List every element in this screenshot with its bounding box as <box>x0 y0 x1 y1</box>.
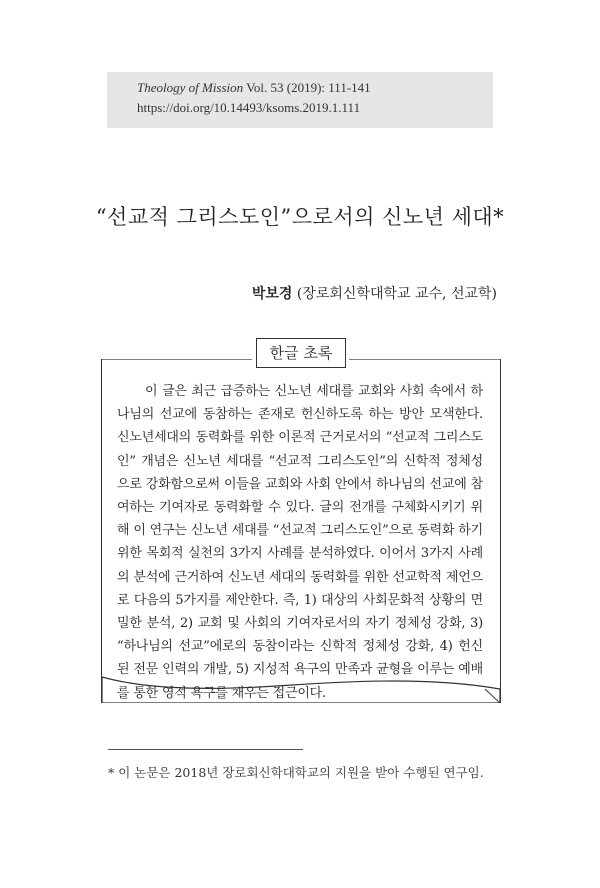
author-name: 박보경 <box>251 286 293 302</box>
journal-name: Theology of Mission <box>137 80 244 95</box>
abstract-body: 이 글은 최근 급증하는 신노년 세대를 교회와 사회 속에서 하나님의 선교에 동참하는 존재로 헌신하도록 하는 방안 모색한다. 신노년세대의 동력화를 위한 이론적 근거로서의 “선교적 그리스도인” 개념은 신노년 세대를 “선교적 그리스도인”의 신학적 정체성으로 강화함으로써 이들을 교회와 사회 안에서 하나님의 선교에 참여하는 기여자로 동력화할 수 있다. 글의 전개를 구체화시키기 위해 이 연구는 신노년 세대를 “선교적 그리스도인”으로 동력화 하기 위한 목회적 실천의 3가지 사례를 분석하였다. 이어서 3가지 사례의 분석에 근거하여 신노년 세대의 동력화를 위한 선교학적 제언으로 다음의 5가지를 제안한다. 즉, 1) 대상의 사회문화적 상황의 면밀한 분석, 2) 교회 및 사회의 기여자로서의 자기 정체성 강화, 3) “하나님의 선교”에로의 동참이라는 신학적 정체성 강화, 4) 헌신된 전문 인력의 개발, 5) 지성적 욕구의 만족과 균형을 이루는 예배를 통한 영적 욕구를 채우는 접근이다. <box>117 384 483 701</box>
journal-header-box <box>107 72 493 128</box>
article-title: “선교적 그리스도인”으로서의 신노년 세대* <box>95 205 505 229</box>
doi-link[interactable]: https://doi.org/10.14493/ksoms.2019.1.111 <box>137 100 361 115</box>
journal-volume-pages: Vol. 53 (2019): 111-141 <box>243 80 371 95</box>
author-line <box>252 283 497 303</box>
abstract-heading: 한글 초록 <box>256 338 346 368</box>
journal-citation-line <box>137 80 371 96</box>
author-affiliation: (장로회신학대학교 교수, 선교학) <box>292 286 497 302</box>
footnote: * 이 논문은 2018년 장로회신학대학교의 지원을 받아 수행된 연구임. <box>108 765 484 780</box>
footnote-divider <box>108 749 303 750</box>
